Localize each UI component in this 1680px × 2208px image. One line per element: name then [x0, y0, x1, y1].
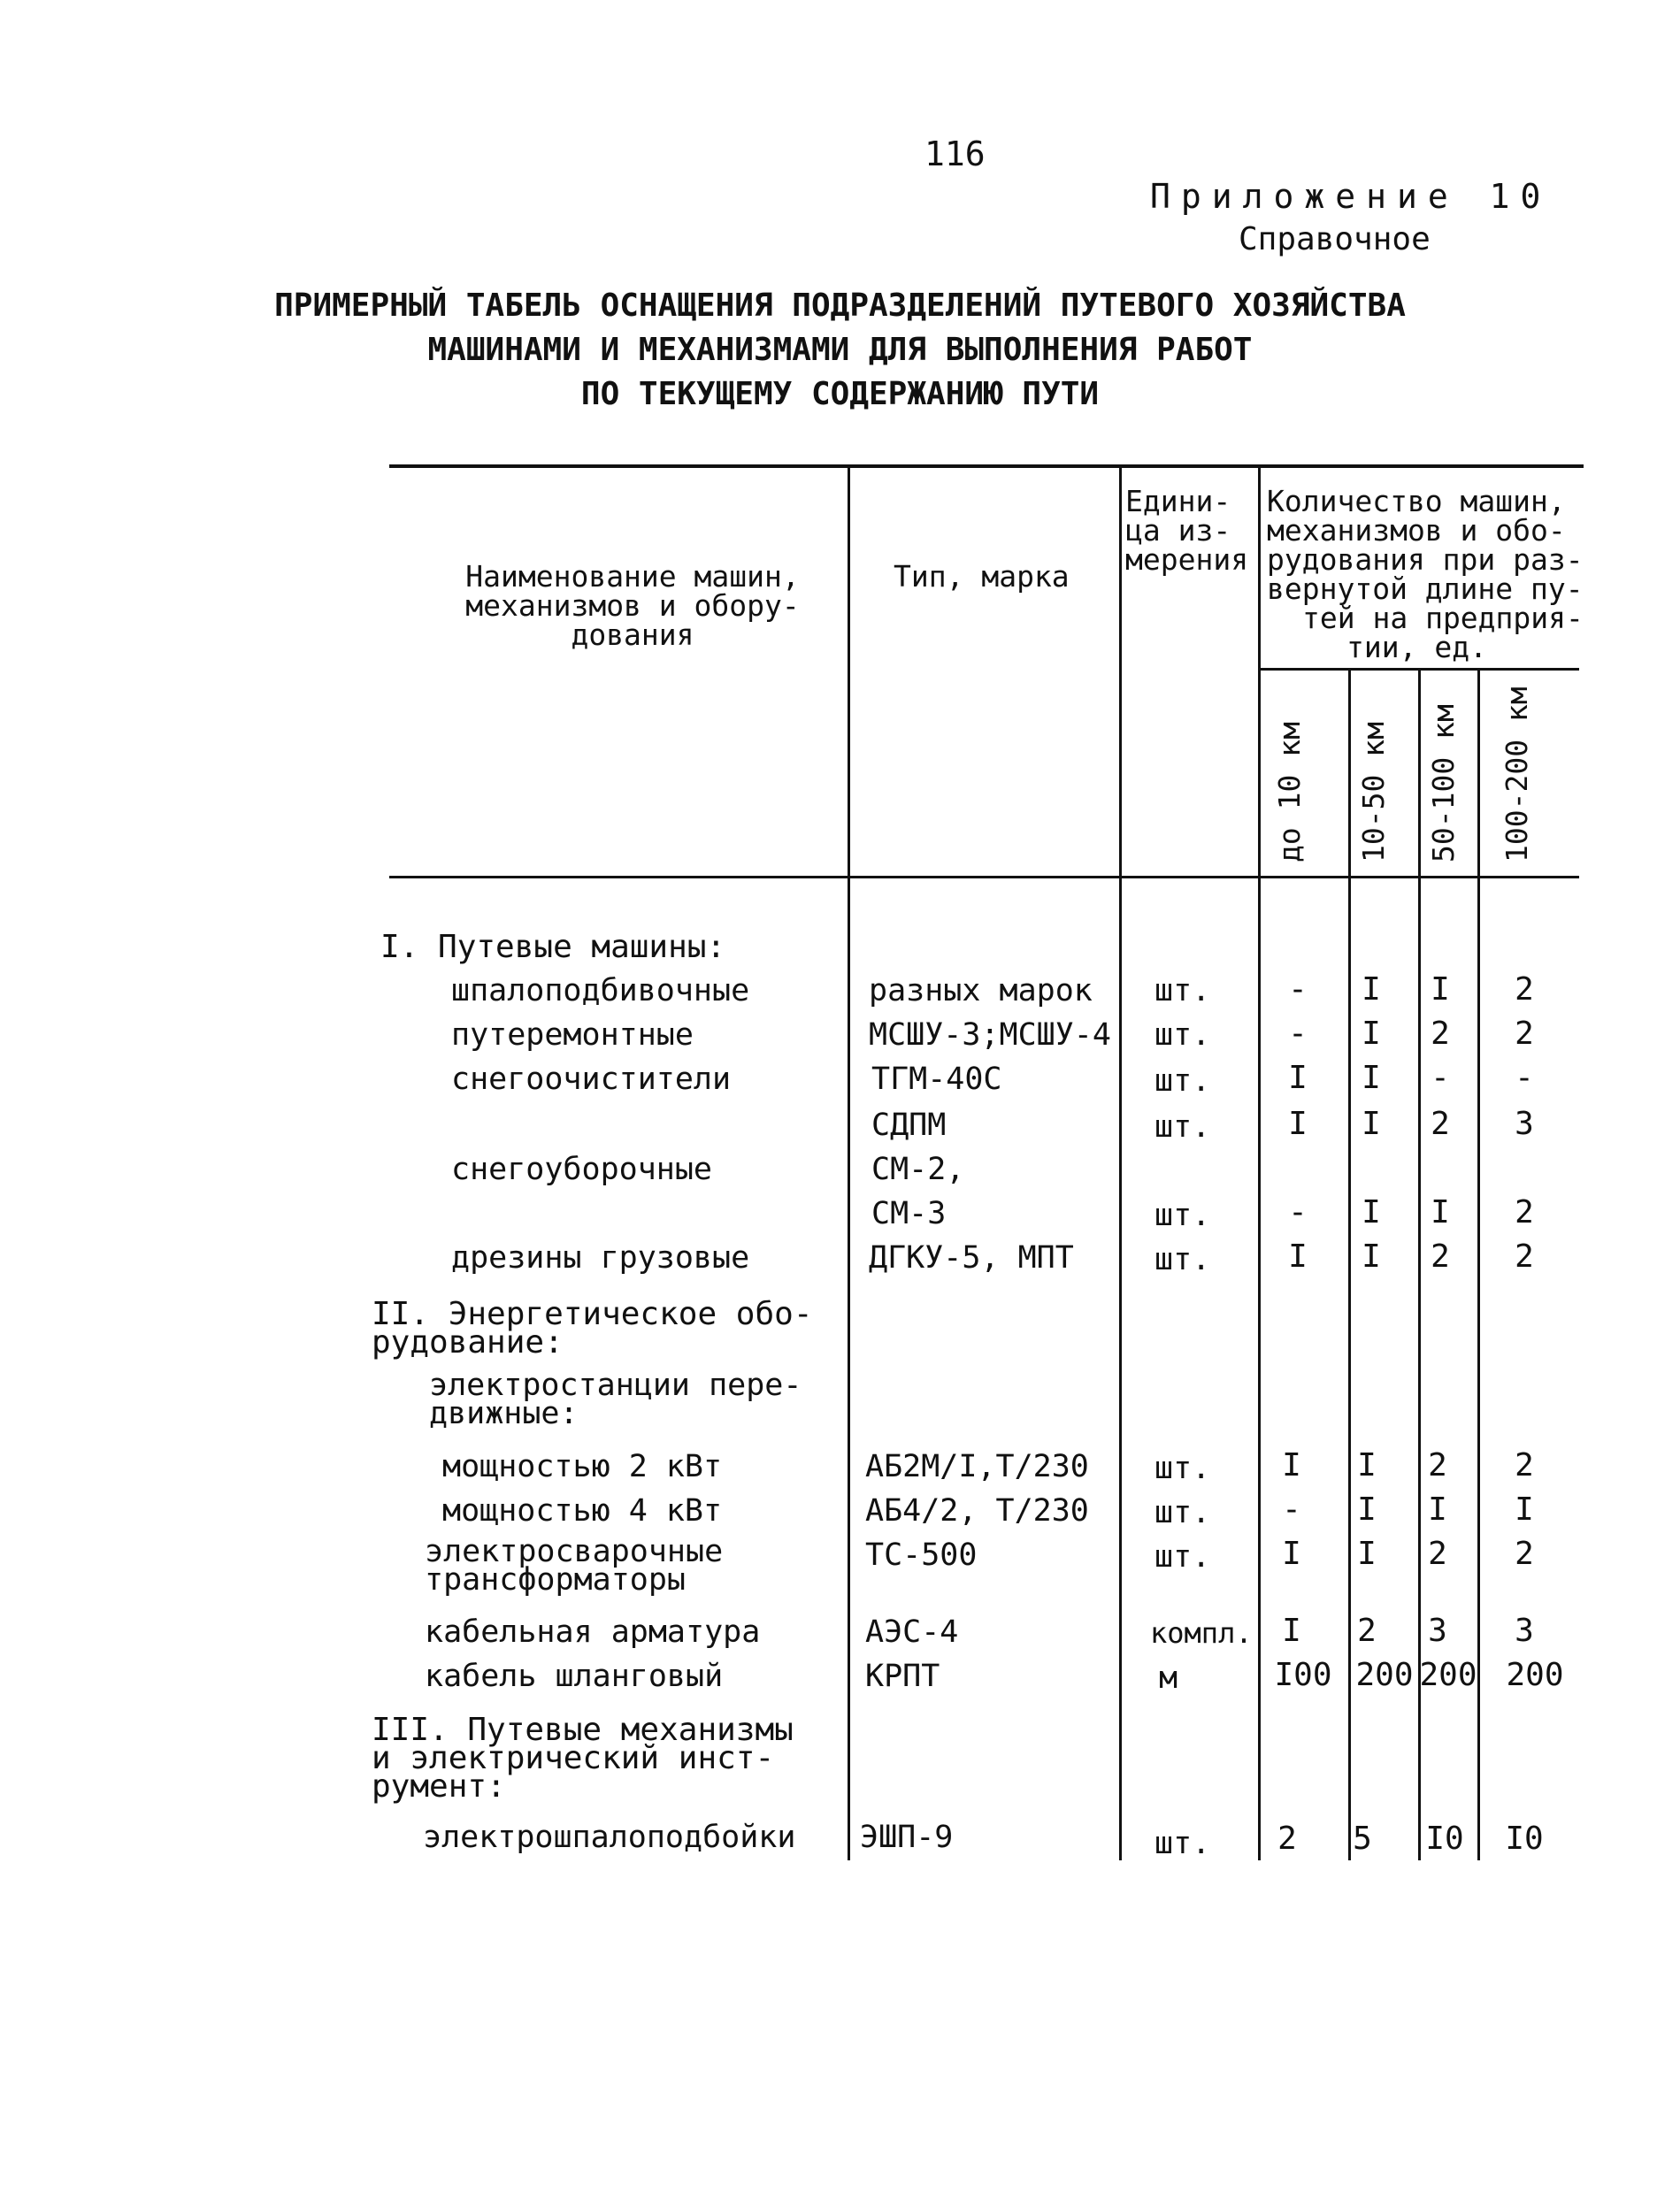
qty-cell: 2 [1431, 1106, 1450, 1142]
qty-cell: 2 [1515, 1536, 1534, 1572]
col-rule-1 [848, 467, 850, 1860]
qty-cell: I [1282, 1536, 1301, 1572]
header-name-line-3: дования [571, 617, 694, 652]
header-quantity-line-1: Количество машин, [1267, 484, 1566, 518]
header-range-1: до 10 км [1272, 722, 1307, 862]
row-type: СДПМ [871, 1108, 947, 1143]
row-name: электросварочные трансформаторы [425, 1534, 724, 1598]
row-type: ТС-500 [865, 1537, 978, 1573]
row-unit: шт. [1155, 1017, 1211, 1053]
qty-cell: - [1282, 1491, 1301, 1528]
qty-cell: 200 [1506, 1657, 1564, 1693]
header-range-4: 100-200 км [1500, 686, 1534, 862]
row-name: мощностью 4 кВт [442, 1493, 723, 1529]
qty-cell: 2 [1428, 1536, 1447, 1572]
qty-cell: 200 [1419, 1657, 1477, 1693]
qty-cell: I [1428, 1491, 1447, 1528]
row-type: АЭС-4 [865, 1614, 959, 1650]
qty-cell: 2 [1357, 1613, 1377, 1649]
row-unit: шт. [1155, 1826, 1211, 1861]
qty-cell: I [1515, 1491, 1534, 1528]
row-name: мощностью 2 кВт [442, 1449, 723, 1484]
row-unit: шт. [1155, 1242, 1211, 1277]
qty-cell: I [1362, 1060, 1381, 1096]
row-type: СМ-2, [871, 1152, 965, 1187]
qty-cell: 2 [1431, 1016, 1450, 1052]
header-range-3: 50-100 км [1426, 704, 1461, 862]
header-quantity-line-6: тии, ед. [1346, 630, 1487, 664]
qty-cell: I [1357, 1491, 1377, 1528]
row-name: электрошпалоподбойки [423, 1820, 796, 1855]
row-name: снегоочистители [451, 1062, 732, 1097]
row-unit: шт. [1155, 973, 1211, 1008]
qty-cell: - [1288, 971, 1308, 1008]
row-type: разных марок [869, 973, 1093, 1008]
header-name [456, 559, 809, 652]
qty-cell: I [1362, 1194, 1381, 1230]
qty-cell: I [1282, 1613, 1301, 1649]
row-unit: шт. [1155, 1539, 1211, 1575]
qty-cell: I [1431, 971, 1450, 1008]
header-range-2: 10-50 км [1356, 722, 1391, 862]
row-unit: компл. [1150, 1616, 1253, 1650]
qty-cell: I [1357, 1447, 1377, 1484]
reference-label: Справочное [1239, 221, 1431, 257]
header-unit [1125, 484, 1249, 577]
row-unit: шт. [1155, 1109, 1211, 1145]
qty-cell: I [1288, 1106, 1308, 1142]
qty-cell: 2 [1515, 1447, 1534, 1484]
qty-cell: I [1357, 1536, 1377, 1572]
qty-cell: 200 [1355, 1657, 1414, 1693]
section-3-title: III. Путевые механизмы и электрический инст-румент: [372, 1712, 794, 1805]
qty-cell: - [1288, 1016, 1308, 1052]
qty-cell: I [1282, 1447, 1301, 1484]
qty-cell: I [1362, 1238, 1381, 1275]
qty-cell: I [1362, 1016, 1381, 1052]
qty-cell: - [1431, 1060, 1450, 1096]
header-bottom-rule [389, 876, 1579, 878]
qty-cell: 5 [1353, 1821, 1372, 1857]
qty-cell: 2 [1428, 1447, 1447, 1484]
header-type: Тип, марка [894, 559, 1070, 594]
row-name: кабель шланговый [425, 1659, 724, 1694]
row-unit: шт. [1155, 1198, 1211, 1233]
page-number: 116 [924, 134, 986, 173]
row-name: путеремонтные [451, 1017, 694, 1053]
qty-cell: - [1288, 1194, 1308, 1230]
row-type: ТГМ-40С [871, 1062, 1002, 1097]
row-name: шпалоподбивочные [451, 973, 750, 1008]
title-line-2: МАШИНАМИ И МЕХАНИЗМАМИ ДЛЯ ВЫПОЛНЕНИЯ РАБОТ [427, 332, 1253, 368]
header-unit-line-3: мерения [1125, 542, 1249, 577]
qty-cell: 3 [1515, 1613, 1534, 1649]
qty-cell: I0 [1425, 1821, 1464, 1857]
row-type: АБ2М/I,Т/230 [865, 1449, 1089, 1484]
row-name: кабельная арматура [425, 1614, 761, 1650]
subheading-power-stations: электростанции пере-движные: [429, 1368, 802, 1431]
qty-cell: - [1515, 1060, 1534, 1096]
qty-cell: I [1362, 971, 1381, 1008]
qty-cell: I00 [1274, 1657, 1332, 1693]
row-unit: м [1159, 1660, 1178, 1696]
row-unit: шт. [1155, 1451, 1211, 1486]
row-type: ДГКУ-5, МПТ [869, 1240, 1074, 1276]
header-unit-line-1: Едини- [1125, 484, 1231, 518]
title-line-3: ПО ТЕКУЩЕМУ СОДЕРЖАНИЮ ПУТИ [580, 376, 1100, 412]
row-type: СМ-3 [871, 1196, 947, 1231]
qty-cell: 2 [1515, 1238, 1534, 1275]
qty-cell: I [1288, 1060, 1308, 1096]
header-name-line-1: Наименование машин, [465, 559, 800, 594]
header-quantity-line-3: рудования при раз- [1267, 542, 1584, 577]
qty-cell: 2 [1277, 1821, 1297, 1857]
header-quantity-line-4: вернутой длине пу- [1267, 571, 1584, 606]
col-rule-2 [1119, 467, 1122, 1860]
section-2-title: II. Энергетическое обо-рудование: [372, 1296, 813, 1361]
row-type: АБ4/2, Т/230 [865, 1493, 1089, 1529]
row-type: МСШУ-3;МСШУ-4 [869, 1017, 1111, 1053]
row-unit: шт. [1155, 1495, 1211, 1530]
qty-cell: I [1288, 1238, 1308, 1275]
row-name: дрезины грузовые [451, 1240, 750, 1276]
title-line-1: ПРИМЕРНЫЙ ТАБЕЛЬ ОСНАЩЕНИЯ ПОДРАЗДЕЛЕНИЙ ПУТЕВОГО ХОЗЯЙСТВА [274, 288, 1406, 324]
qty-cell: I [1362, 1106, 1381, 1142]
qty-cell: 2 [1431, 1238, 1450, 1275]
row-name: снегоуборочные [451, 1152, 713, 1187]
row-type: ЭШП-9 [860, 1820, 954, 1855]
qty-cell: 3 [1515, 1106, 1534, 1142]
qty-cell: 3 [1428, 1613, 1447, 1649]
header-quantity-line-5: тей на предприя- [1302, 601, 1584, 635]
header-quantity [1267, 484, 1584, 664]
qty-cell: I0 [1505, 1821, 1544, 1857]
col-rule-3 [1258, 467, 1261, 1860]
row-unit: шт. [1155, 1063, 1211, 1099]
qty-cell: 2 [1515, 1194, 1534, 1230]
header-quantity-line-2: механизмов и обо- [1267, 513, 1566, 548]
qty-cell: I [1431, 1194, 1450, 1230]
qty-cell: 2 [1515, 971, 1534, 1008]
section-1-title: I. Путевые машины: [380, 929, 726, 965]
table-top-rule [389, 464, 1584, 468]
qty-cell: 2 [1515, 1016, 1534, 1052]
header-name-line-2: механизмов и обору- [465, 588, 800, 623]
row-type: КРПТ [865, 1659, 940, 1694]
header-unit-line-2: ца из- [1125, 513, 1231, 548]
appendix-label: Приложение 10 [1150, 177, 1552, 216]
